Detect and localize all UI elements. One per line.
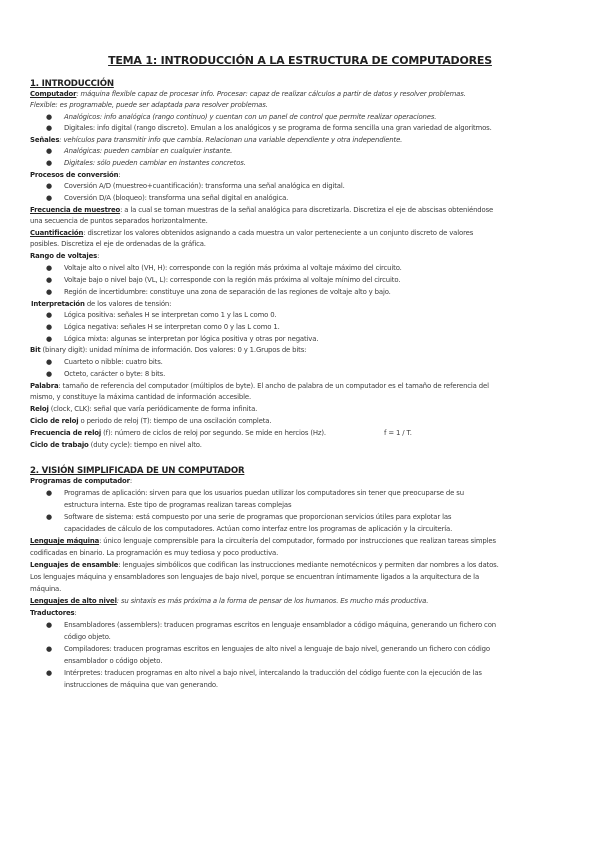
list-item: ● Región de incertidumbre: constituye una zona de separación de las regiones de voltaje alto y bajo. (64, 287, 574, 298)
term-traductores: Traductores (30, 609, 75, 617)
paragraph-senales: Señales: vehículos para transmitir info que cambia. Relacionan una variable dependiente y otra independiente. (30, 136, 403, 144)
list-item: ● Digitales: info digital (rango discreto). Emulan a los analógicos y se programa de forma sencilla una gran variedad de algoritmos. (64, 123, 574, 134)
paragraph-lenguaje-maquina: Lenguaje máquina: único lenguaje comprensible para la circuitería del computador, formado por instrucciones que realizan tareas simples (30, 537, 496, 545)
term-bit: Bit (30, 346, 41, 354)
list-item: ● Voltaje bajo o nivel bajo (VL, L): corresponde con la región más próxima al voltaje mínimo del circuito. (64, 275, 574, 286)
list-item: ● Analógicas: pueden cambiar en cualquier instante. (64, 146, 574, 157)
paragraph-rango: Rango de voltajes: (30, 252, 100, 260)
list-item: ● Programas de aplicación: sirven para que los usuarios puedan utilizar los computadores sin tener que preocuparse de su (64, 488, 574, 499)
list-item: ● Lógica negativa: señales H se interpretan como 0 y las L como 1. (64, 322, 574, 333)
bullet-icon: ● (46, 264, 52, 272)
term-alto-nivel: Lenguajes de alto nivel (30, 597, 117, 605)
bullet-icon: ● (46, 513, 52, 521)
bullet-icon: ● (46, 645, 52, 653)
term-frecuencia-muestreo: Frecuencia de muestreo (30, 206, 121, 214)
list-item-cont: ensamblador o código objeto. (64, 657, 163, 665)
bullet-icon: ● (46, 335, 52, 343)
paragraph-alto-nivel: Lenguajes de alto nivel: su sintaxis es más próxima a la forma de pensar de los humanos. Es mucho más productiva. (30, 597, 429, 605)
paragraph-palabra-cont: mismo, y constituye la máxima cantidad de información accesible. (30, 393, 251, 401)
paragraph-traductores: Traductores: (30, 609, 77, 617)
term-senales: Señales (30, 136, 60, 144)
list-item: ● Digitales: sólo pueden cambiar en instantes concretos. (64, 158, 574, 169)
section-heading-vision: 2. VISIÓN SIMPLIFICADA DE UN COMPUTADOR (30, 466, 245, 476)
term-interpretacion: Interpretación (31, 300, 85, 308)
bullet-icon: ● (46, 489, 52, 497)
list-item-cont: estructura interna. Este tipo de programas realizan tareas complejas (64, 501, 292, 509)
bullet-icon: ● (46, 311, 52, 319)
paragraph-ciclo-trabajo: Ciclo de trabajo (duty cycle): tiempo en nivel alto. (30, 441, 202, 449)
paragraph-programas: Programas de computador: (30, 477, 133, 485)
list-item: ● Lógica mixta: algunas se interpretan por lógica positiva y otras por negativa. (64, 334, 574, 345)
term-reloj: Reloj (30, 405, 49, 413)
list-item: ● Coversión D/A (bloqueo): transforma una señal digital en analógica. (64, 193, 574, 204)
page-title: TEMA 1: INTRODUCCIÓN A LA ESTRUCTURA DE COMPUTADORES (108, 54, 492, 67)
bullet-icon: ● (46, 182, 52, 190)
term-lenguajes-ensamble: Lenguajes de ensamble (30, 561, 119, 569)
paragraph-interpretacion: Interpretación de los valores de tensión: (31, 300, 172, 308)
bullet-icon: ● (46, 358, 52, 366)
term-ciclo-reloj: Ciclo de reloj (30, 417, 79, 425)
paragraph-procesos: Procesos de conversión: (30, 171, 121, 179)
term-rango-voltajes: Rango de voltajes (30, 252, 98, 260)
section-heading-introduccion: 1. INTRODUCCIÓN (30, 79, 114, 89)
list-item: ● Software de sistema: está compuesto por una serie de programas que proporcionan servicios útiles para explotar las (64, 512, 574, 523)
term-programas: Programas de computador (30, 477, 130, 485)
term-cuantificacion: Cuantificación (30, 229, 84, 237)
paragraph-frecuencia-reloj: Frecuencia de reloj (f): número de ciclos de reloj por segundo. Se mide en hercios (Hz). (30, 429, 326, 437)
paragraph-computador (30, 89, 578, 100)
bullet-icon: ● (46, 621, 52, 629)
paragraph-reloj: Reloj (clock, CLK): señal que varía periódicamente de forma infinita. (30, 405, 258, 413)
bullet-icon: ● (46, 194, 52, 202)
term-frecuencia-reloj: Frecuencia de reloj (30, 429, 102, 437)
term-palabra: Palabra (30, 382, 59, 390)
bullet-icon: ● (46, 288, 52, 296)
term-ciclo-trabajo: Ciclo de trabajo (30, 441, 89, 449)
paragraph-lenguaje-maquina-cont: codificadas en binario. La programación es muy tediosa y poco productiva. (30, 549, 279, 557)
paragraph-bit: Bit (binary digit): unidad mínima de información. Dos valores: 0 y 1.Grupos de bits: (30, 346, 307, 354)
list-item-cont: código objeto. (64, 633, 111, 641)
list-item-cont: capacidades de cálculo de los computadores. Actúan como interfaz entre los programas de aplicación y la circuitería. (64, 525, 453, 533)
formula-frecuencia: f = 1 / T. (384, 429, 412, 437)
list-item: ● Octeto, carácter o byte: 8 bits. (64, 369, 574, 380)
paragraph-frecuencia-cont: una secuencia de puntos separados horizontalmente. (30, 217, 208, 225)
list-item: ● Cuarteto o nibble: cuatro bits. (64, 357, 574, 368)
list-item: ● Voltaje alto o nivel alto (VH, H): corresponde con la región más próxima al voltaje máximo del circuito. (64, 263, 574, 274)
term-computador: Computador (30, 90, 77, 98)
paragraph-lenguajes-ensamble: Lenguajes de ensamble: lenguajes simbólicos que codifican las instrucciones mediante nemotécnicos y permiten dar nombres a los datos. (30, 561, 499, 569)
paragraph-cuantificacion-cont: posibles. Discretiza el eje de ordenadas de la gráfica. (30, 240, 206, 248)
paragraph-cuantificacion: Cuantificación: discretizar los valores obtenidos asignando a cada muestra un valor perteneciente a un conjunto discreto de valores (30, 229, 474, 237)
list-item-cont: instrucciones de máquina que van generando. (64, 681, 218, 689)
paragraph-lenguajes-ensamble-cont: Los lenguajes máquina y ensambladores son lenguajes de bajo nivel, porque se encuentran íntimamente ligados a la arquitectura de la (30, 573, 480, 581)
paragraph-ciclo-reloj: Ciclo de reloj o periodo de reloj (T): tiempo de una oscilación completa. (30, 417, 272, 425)
paragraph-flexible: Flexible: es programable, puede ser adaptada para resolver problemas. (30, 101, 268, 109)
bullet-icon: ● (46, 370, 52, 378)
computador-definition: : máquina flexible capaz de procesar info. Procesar: capaz de realizar cálculos a partir de datos y resolver problemas. (76, 90, 466, 98)
bullet-icon: ● (46, 124, 52, 132)
list-item: ● Coversión A/D (muestreo+cuantificación): transforma una señal analógica en digital. (64, 181, 574, 192)
term-procesos: Procesos de conversión (30, 171, 119, 179)
bullet-icon: ● (46, 147, 52, 155)
bullet-icon: ● (46, 113, 52, 121)
list-item: ● Intérpretes: traducen programas en alto nivel a bajo nivel, intercalando la traducción del código fuente con la ejecución de las (64, 668, 574, 679)
bullet-icon: ● (46, 323, 52, 331)
list-item: ● Lógica positiva: señales H se interpretan como 1 y las L como 0. (64, 310, 574, 321)
paragraph-frecuencia: Frecuencia de muestreo: a la cual se toman muestras de la señal analógica para discretizarla. Discretiza el eje de abscisas obteniéndose (30, 206, 494, 214)
bullet-icon: ● (46, 669, 52, 677)
term-lenguaje-maquina: Lenguaje máquina (30, 537, 100, 545)
list-item: ● Compiladores: traducen programas escritos en lenguajes de alto nivel a lenguaje de bajo nivel, generando un fichero con código (64, 644, 574, 655)
list-item: ● Analógicos: info analógica (rango continuo) y cuentan con un panel de control que permite realizar operaciones. (64, 112, 574, 123)
bullet-icon: ● (46, 276, 52, 284)
paragraph-palabra: Palabra: tamaño de referencia del computador (múltiplos de byte). El ancho de palabra de un computador es el tamaño de referencia del (30, 382, 489, 390)
bullet-icon: ● (46, 159, 52, 167)
paragraph-lenguajes-ensamble-cont2: máquina. (30, 585, 62, 593)
list-item: ● Ensambladores (assemblers): traducen programas escritos en lenguaje ensamblador a código máquina, generando un fichero con (64, 620, 574, 631)
